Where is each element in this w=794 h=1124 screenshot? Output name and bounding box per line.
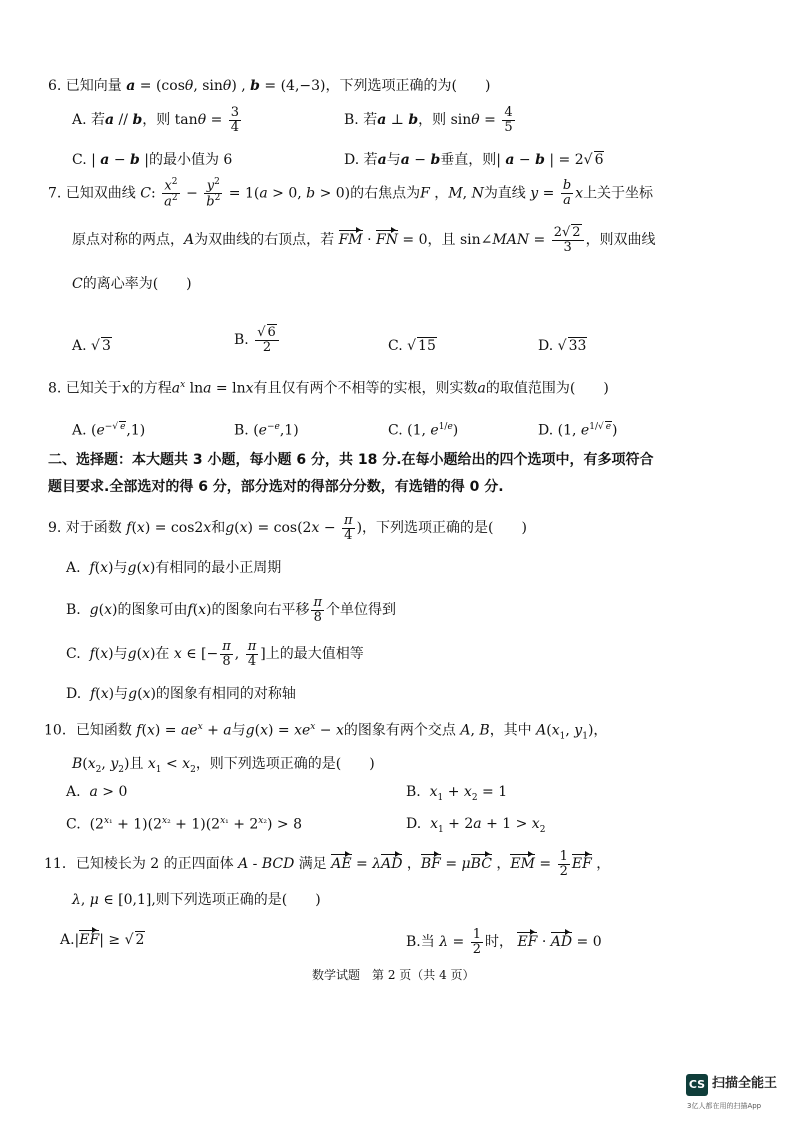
q6-option-c: C. | a − b |的最小值为 6 [72, 152, 233, 168]
q11-stem: 11．已知棱长为 2 的正四面体 A - BCD 满足 AE = λAD ，BF = μBC ，EM = $\frac{1}{2}$ EF ， [44, 849, 611, 879]
scanner-logo-icon: CS [686, 1074, 708, 1096]
q8-option-a: A. $(e^{-√ e},1)$ [72, 422, 146, 439]
q9-option-b: B. g(x)的图象可由f(x)的图象向右平移 $\frac{\pi}{8}$ 个单位得到 [66, 595, 397, 625]
page-footer: 数学试题 第 2 页（共 4 页） [312, 968, 475, 982]
q8-option-d: D. (1, $e^{1/√ e}$) [538, 422, 618, 439]
section-2-instructions: 题目要求.全部选对的得 6 分，部分选对的得部分分数，有选错的得 0 分. [48, 479, 504, 495]
q7-option-d: D. √ 33 [538, 338, 587, 354]
scanner-tagline: 3亿人都在用的扫描App [687, 1102, 762, 1110]
q7-option-b: B. $\frac{√ 6}{2}$ [234, 326, 281, 354]
q6-stem: 6. 已知向量 a = (cosθ, sinθ) , b = (4,−3)，下列选项正确的为( ) [48, 78, 491, 94]
q9-option-c: C. f(x)与g(x)在 x ∈ [− $\frac{\pi}{8}$ , $\frac{\pi}{4}$ ]上的最大值相等 [66, 639, 364, 669]
q7-stem: 7. 已知双曲线 C: $\frac{x^2}{a^2}$ − $\frac{y^2}{b^2}$ = 1(a > 0, b > 0)的右焦点为F ，M, N为直线 y = $\frac{b}{a}$ x上关于坐标 [48, 177, 654, 210]
q7-line2: 原点对称的两点，A为双曲线的右顶点，若 FM · FN = 0，且 sin∠MAN = $\frac{2√ 2}{3}$ ，则双曲线 [72, 225, 656, 255]
q8-stem: 8. 已知关于x的方程$a^x$ lna = lnx有且仅有两个不相等的实根，则实数a的取值范围为( ) [48, 380, 609, 397]
q6-option-a: A. 若a // b，则 tanθ = $\frac{3}{4}$ [72, 105, 240, 135]
q7-option-c: C. √ 15 [388, 338, 436, 354]
section-2-heading: 二、选择题：本大题共 3 小题，每小题 6 分，共 18 分.在每小题给出的四个选项中，有多项符合 [48, 452, 654, 468]
q9-stem: 9. 对于函数 f(x) = cos2x和g(x) = cos(2x − $\frac{\pi}{4}$ )，下列选项正确的是( ) [48, 513, 527, 543]
q11-option-b: B.当 λ = $\frac{1}{2}$ 时， EF · AD = 0 [406, 927, 602, 957]
q11-line2: λ, μ ∈ [0,1],则下列选项正确的是( ) [72, 892, 321, 908]
q9-option-d: D. f(x)与g(x)的图象有相同的对称轴 [66, 686, 296, 702]
q7-option-a: A. √ 3 [72, 338, 111, 354]
q10-option-b: B. $x_1 + x_2 = 1$ [406, 784, 508, 803]
scanner-app-name: 扫描全能王 [712, 1076, 778, 1091]
q11-option-a: A.|EF| ≥ √ 2 [60, 932, 145, 948]
q8-option-c: C. (1, $e^{1/e}$) [388, 422, 459, 439]
q7-line3: C的离心率为( ) [72, 276, 192, 292]
q10-option-d: D. $x_1 + 2a + 1 > x_2$ [406, 816, 546, 835]
q10-option-c: C. $(2^{x_1} + 1)(2^{x_2} + 1)(2^{x_1} + 2^{x_2}) > 8$ [66, 816, 302, 833]
q10-option-a: A. a > 0 [66, 784, 128, 800]
q10-line2: $B(x_2$, $y_2$)且 $x_1 < x_2$，则下列选项正确的是( ) [72, 756, 375, 775]
q6-option-b: B. 若a ⊥ b，则 sinθ = $\frac{4}{5}$ [344, 105, 513, 135]
q10-stem: 10．已知函数 $f(x) = ae^x + a$与$g(x) = xe^x - x$的图象有两个交点 A, B，其中 $A(x_1$, $y_1$)， [44, 722, 608, 742]
q8-option-b: B. $(e^{-e},1)$ [234, 422, 299, 439]
q9-option-a: A. f(x)与g(x)有相同的最小正周期 [66, 560, 282, 576]
q6-option-d: D. 若a与a − b垂直，则| a − b | = 2√ 6 [344, 152, 604, 168]
